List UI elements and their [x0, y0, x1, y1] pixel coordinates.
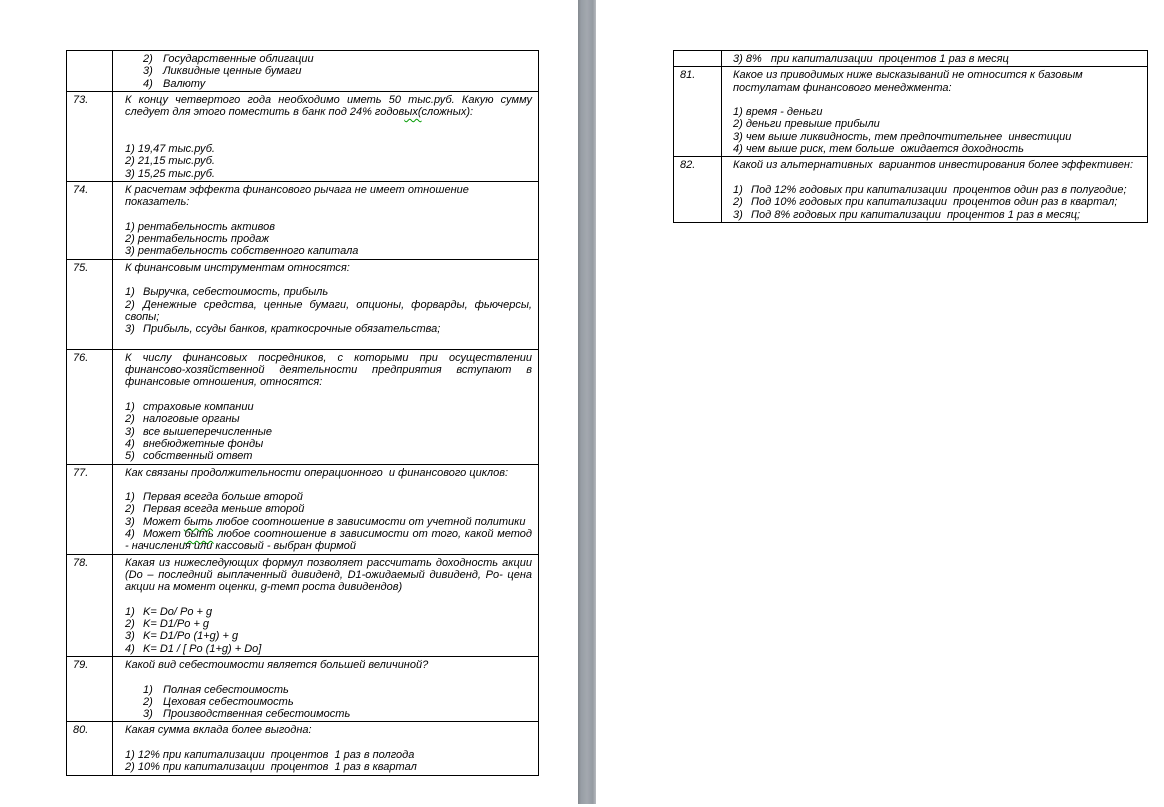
- question-text-line: финансовые отношения, относятся:: [125, 376, 323, 389]
- answer-option: [733, 53, 1139, 65]
- answer-option: [125, 323, 532, 335]
- answer-option: [143, 708, 532, 720]
- answer-option: [143, 53, 532, 65]
- question-cell: [113, 657, 538, 721]
- option-marker: 3): [733, 208, 743, 221]
- table-row: [67, 657, 538, 722]
- option-marker: 2): [125, 155, 135, 168]
- option-text: Ликвидные ценные бумаги: [163, 65, 302, 78]
- answer-option: [125, 413, 532, 425]
- option-marker: 3): [733, 130, 743, 143]
- option-marker: 4): [125, 437, 135, 450]
- questions-table-left: [66, 50, 539, 776]
- question-text-line: К числу финансовых посредников, с которыми при осуществлении: [125, 351, 532, 364]
- answer-option: [125, 438, 532, 450]
- question-cell: [113, 555, 538, 656]
- question-text-line: Какая из нижеследующих формул позволяет рассчитать доходность акции: [125, 556, 532, 569]
- option-text: Первая всегда больше второй: [143, 491, 303, 504]
- answer-option: [143, 78, 532, 90]
- table-row: [67, 92, 538, 182]
- option-marker: 3): [125, 515, 135, 528]
- question-text-line: К расчетам эффекта финансового рычага не имеет отношение: [125, 183, 469, 196]
- table-row: [67, 51, 538, 92]
- question-cell: [113, 722, 538, 774]
- option-marker: 1): [125, 220, 135, 233]
- option-text: Производственная себестоимость: [163, 708, 351, 721]
- option-text: 21,15 тыс.руб.: [137, 155, 215, 168]
- answer-option: [125, 245, 532, 257]
- option-text: чем выше ликвидность, тем предпочтительнее инвестиции: [745, 130, 1072, 143]
- answer-option: [125, 143, 532, 155]
- blank-line: [125, 118, 532, 130]
- answer-option: [125, 630, 532, 642]
- answer-option: [125, 450, 532, 462]
- table-row: [67, 722, 538, 774]
- answer-option: [125, 426, 532, 438]
- option-marker: 1): [733, 183, 743, 196]
- option-marker: 4): [125, 642, 135, 655]
- question-text-line: Какой из альтернативных вариантов инвестирования более эффективен:: [733, 159, 1134, 172]
- option-text: 12% при капитализации процентов 1 раз в полгода: [137, 749, 415, 762]
- answer-option: [733, 131, 1139, 143]
- answer-option: [125, 299, 532, 311]
- option-text: Под 10% годовых при капитализации процентов один раз в квартал;: [751, 196, 1118, 209]
- answer-option: [125, 168, 532, 180]
- question-number: 76.: [67, 350, 113, 464]
- blank-line: [125, 389, 532, 401]
- question-cell: [722, 157, 1147, 221]
- question-number: [674, 51, 722, 66]
- option-marker: 3): [733, 53, 743, 65]
- answer-option: [125, 155, 532, 167]
- question-number: 73.: [67, 92, 113, 181]
- option-text: страховые компании: [143, 401, 254, 414]
- question-cell: [722, 51, 1147, 66]
- option-marker: 3): [143, 708, 153, 721]
- question-number: [67, 51, 113, 91]
- table-row: [67, 465, 538, 555]
- question-text-line: Какая сумма вклада более выгодна:: [125, 724, 312, 737]
- question-text-line: следует для этого поместить в банк под 24% годовых(сложных):: [125, 106, 474, 119]
- option-text: время - деньги: [745, 106, 823, 119]
- option-text: чем выше риск, тем больше ожидается доходность: [745, 143, 1024, 156]
- page-left: [0, 0, 578, 807]
- option-marker: 2): [125, 618, 135, 631]
- question-number: 81.: [674, 67, 722, 156]
- question-text-line: Какое из приводимых ниже высказываний не относится к базовым: [733, 69, 1083, 82]
- question-number: 74.: [67, 182, 113, 259]
- option-text: рентабельность собственного капитала: [137, 245, 359, 258]
- table-row: [674, 67, 1147, 157]
- blank-line: [125, 131, 532, 143]
- question-cell: [113, 92, 538, 181]
- option-text: Может быть любое соотношение в зависимости от того, какой метод: [143, 527, 532, 540]
- option-marker: 1): [125, 286, 135, 299]
- option-marker: 3): [125, 630, 135, 643]
- answer-option: [125, 491, 532, 503]
- option-text: Может быть любое соотношение в зависимости от учетной политики: [143, 515, 526, 528]
- option-text: Прибыль, ссуды банков, краткосрочные обязательства;: [143, 323, 441, 336]
- option-marker: 2): [125, 503, 135, 516]
- page-divider: [578, 0, 596, 804]
- question-text-line: (Do – последний выплаченный дивиденд, D1-ожидаемый дивиденд, Po- цена: [125, 568, 532, 581]
- option-marker: 1): [125, 491, 135, 504]
- option-marker: 2): [733, 196, 743, 209]
- answer-option: [733, 106, 1139, 118]
- option-text: Денежные средства, ценные бумаги, опционы, форварды, фьючерсы,: [143, 298, 532, 311]
- option-marker: 1): [125, 143, 135, 156]
- answer-option: [143, 65, 532, 77]
- option-marker: 2): [143, 53, 153, 65]
- answer-option-continuation: свопы;: [125, 310, 160, 323]
- blank-line: [733, 94, 1139, 106]
- option-marker: 4): [125, 527, 135, 540]
- answer-option: [733, 196, 1139, 208]
- option-marker: 2): [125, 761, 135, 774]
- question-number: 80.: [67, 722, 113, 774]
- option-marker: 4): [143, 77, 153, 90]
- option-marker: 2): [125, 298, 135, 311]
- table-row: [674, 157, 1147, 221]
- answer-option: [143, 696, 532, 708]
- table-row: [67, 182, 538, 260]
- option-marker: 3): [143, 65, 153, 78]
- option-marker: 4): [733, 143, 743, 156]
- option-marker: 2): [125, 233, 135, 246]
- option-marker: 1): [733, 106, 743, 119]
- answer-option: [143, 684, 532, 696]
- answer-option: [125, 516, 532, 528]
- option-marker: 1): [125, 749, 135, 762]
- question-text-line: постулатам финансового менеджмента:: [733, 81, 952, 94]
- question-number: 79.: [67, 657, 113, 721]
- option-text: рентабельность продаж: [137, 233, 269, 246]
- option-text: K= Do/ Po + g: [143, 605, 213, 618]
- table-row: [67, 350, 538, 465]
- answer-option: [125, 643, 532, 655]
- blank-line: [733, 172, 1139, 184]
- question-text-line: акции на момент оценки, g-темп роста дивидендов): [125, 581, 403, 594]
- question-cell: [113, 182, 538, 259]
- table-row: [67, 260, 538, 350]
- table-row: [674, 51, 1147, 67]
- answer-option: [125, 761, 532, 773]
- spellcheck-squiggle: быть: [183, 515, 214, 528]
- option-marker: 2): [733, 118, 743, 131]
- question-text-line: К концу четвертого года необходимо иметь 50 тыс.руб. Какую сумму: [125, 93, 532, 106]
- option-text: Первая всегда меньше второй: [143, 503, 305, 516]
- option-marker: 3): [125, 323, 135, 336]
- option-text: Валюту: [163, 77, 206, 90]
- option-text: K= D1/Po (1+g) + g: [143, 630, 239, 643]
- answer-option: [125, 528, 532, 540]
- option-text: K= D1 / [ Po (1+g) + Do]: [143, 642, 262, 655]
- answer-option: [733, 209, 1139, 221]
- option-marker: 3): [125, 245, 135, 258]
- option-text: Полная себестоимость: [163, 683, 289, 696]
- option-text: деньги превыше прибыли: [745, 118, 880, 131]
- question-text-line: финансово-хозяйственной деятельности предприятия вступают в: [125, 364, 532, 377]
- question-text-line: показатель:: [125, 196, 190, 209]
- answer-option: [125, 618, 532, 630]
- option-text: все вышеперечисленные: [143, 425, 272, 438]
- option-text: рентабельность активов: [137, 220, 275, 233]
- answer-option-continuation: - начисления или кассовый - выбран фирмой: [125, 540, 356, 553]
- blank-line: [125, 737, 532, 749]
- questions-table-right: [673, 50, 1148, 223]
- option-text: внебюджетные фонды: [143, 437, 264, 450]
- answer-option: [125, 503, 532, 515]
- answer-option: [125, 286, 532, 298]
- question-number: 82.: [674, 157, 722, 221]
- option-text: 8% при капитализации процентов 1 раз в месяц: [745, 53, 1009, 65]
- question-cell: [113, 465, 538, 554]
- option-marker: 1): [125, 605, 135, 618]
- option-text: 15,25 тыс.руб.: [137, 167, 215, 180]
- blank-line: [125, 336, 532, 348]
- option-text: собственный ответ: [143, 450, 253, 463]
- answer-option: [125, 606, 532, 618]
- question-cell: [113, 260, 538, 349]
- option-text: налоговые органы: [143, 413, 240, 426]
- option-text: 19,47 тыс.руб.: [137, 143, 215, 156]
- option-marker: 2): [143, 695, 153, 708]
- option-text: 10% при капитализации процентов 1 раз в квартал: [137, 761, 417, 774]
- spellcheck-squiggle: быть: [184, 527, 214, 540]
- blank-line: [125, 593, 532, 605]
- option-text: K= D1/Po + g: [143, 618, 210, 631]
- option-marker: 5): [125, 450, 135, 463]
- answer-option: [125, 749, 532, 761]
- blank-line: [125, 479, 532, 491]
- option-marker: 2): [125, 413, 135, 426]
- question-text-line: К финансовым инструментам относятся:: [125, 261, 350, 274]
- page-right: [596, 0, 1164, 807]
- answer-option: [125, 401, 532, 413]
- option-text: Выручка, себестоимость, прибыль: [143, 286, 329, 299]
- question-cell: [113, 350, 538, 464]
- option-text: Под 8% годовых при капитализации процентов 1 раз в месяц;: [751, 208, 1081, 221]
- answer-option: [125, 233, 532, 245]
- answer-option: [733, 118, 1139, 130]
- question-cell: [113, 51, 538, 91]
- question-text-line: Какой вид себестоимости является большей величиной?: [125, 658, 429, 671]
- spellcheck-squiggle: ых(: [404, 106, 422, 119]
- answer-option: [733, 143, 1139, 155]
- answer-option: [733, 184, 1139, 196]
- option-marker: 3): [125, 167, 135, 180]
- option-text: Под 12% годовых при капитализации процентов один раз в полугодие;: [751, 183, 1127, 196]
- question-text-line: Как связаны продолжительности операционного и финансового циклов:: [125, 466, 509, 479]
- blank-line: [125, 671, 532, 683]
- blank-line: [125, 209, 532, 221]
- question-number: 78.: [67, 555, 113, 656]
- question-number: 75.: [67, 260, 113, 349]
- option-text: Государственные облигации: [163, 53, 314, 65]
- blank-line: [125, 274, 532, 286]
- option-text: Цеховая себестоимость: [163, 695, 294, 708]
- option-marker: 1): [125, 401, 135, 414]
- table-row: [67, 555, 538, 657]
- option-marker: 1): [143, 683, 153, 696]
- question-cell: [722, 67, 1147, 156]
- option-marker: 3): [125, 425, 135, 438]
- answer-option: [125, 221, 532, 233]
- question-number: 77.: [67, 465, 113, 554]
